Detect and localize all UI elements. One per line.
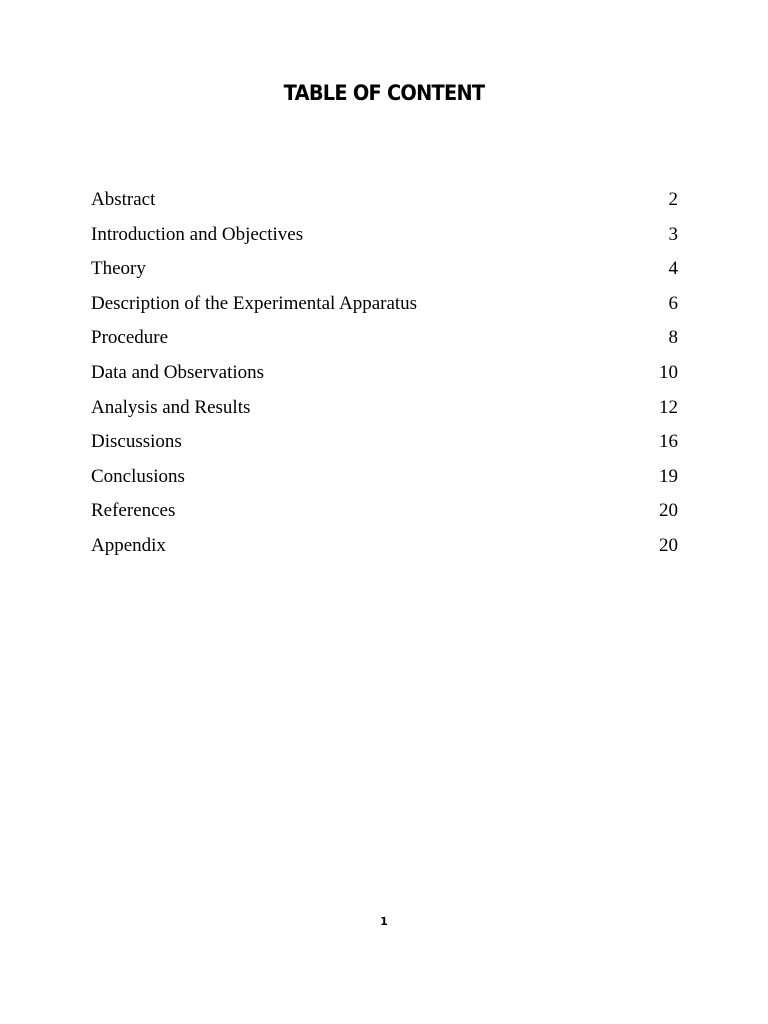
toc-entry-label: Analysis and Results	[91, 396, 251, 418]
toc-entry-theory	[91, 255, 678, 290]
toc-entry-page: 3	[668, 223, 678, 245]
toc-entry-label: References	[91, 500, 176, 522]
toc-entry-conclusions	[91, 463, 678, 498]
toc-entry-data-observations	[91, 359, 678, 394]
toc-entry-page: 12	[659, 396, 678, 418]
toc-entry-discussions	[91, 428, 678, 463]
toc-entry-introduction	[91, 221, 678, 256]
toc-entry-apparatus	[91, 290, 678, 325]
toc-entry-references	[91, 497, 678, 532]
toc-entry-appendix	[91, 532, 678, 567]
toc-entry-analysis-results	[91, 394, 678, 429]
page-number: 1	[380, 915, 388, 928]
toc-entry-page: 8	[668, 327, 678, 349]
toc-entry-label: Introduction and Objectives	[91, 223, 304, 245]
toc-entry-page: 16	[659, 431, 678, 453]
toc-entry-label: Data and Observations	[91, 361, 265, 383]
toc-entry-page: 20	[659, 534, 678, 556]
table-of-contents	[91, 186, 678, 567]
toc-entry-page: 10	[659, 361, 678, 383]
toc-entry-label: Discussions	[91, 431, 182, 453]
toc-entry-label: Theory	[91, 258, 146, 280]
toc-entry-page: 4	[668, 258, 678, 280]
page-title: TABLE OF CONTENT	[283, 81, 485, 105]
toc-entry-label: Abstract	[91, 189, 156, 210]
toc-entry-abstract	[91, 186, 678, 221]
toc-entry-page: 6	[668, 292, 678, 314]
toc-entry-page: 19	[659, 465, 678, 487]
toc-entry-page: 2	[668, 189, 678, 210]
toc-entry-label: Appendix	[91, 534, 166, 556]
toc-entry-label: Description of the Experimental Apparatus	[91, 292, 418, 314]
toc-entry-procedure	[91, 324, 678, 359]
toc-entry-label: Conclusions	[91, 465, 185, 487]
toc-entry-label: Procedure	[91, 327, 169, 349]
toc-entry-page: 20	[659, 500, 678, 522]
